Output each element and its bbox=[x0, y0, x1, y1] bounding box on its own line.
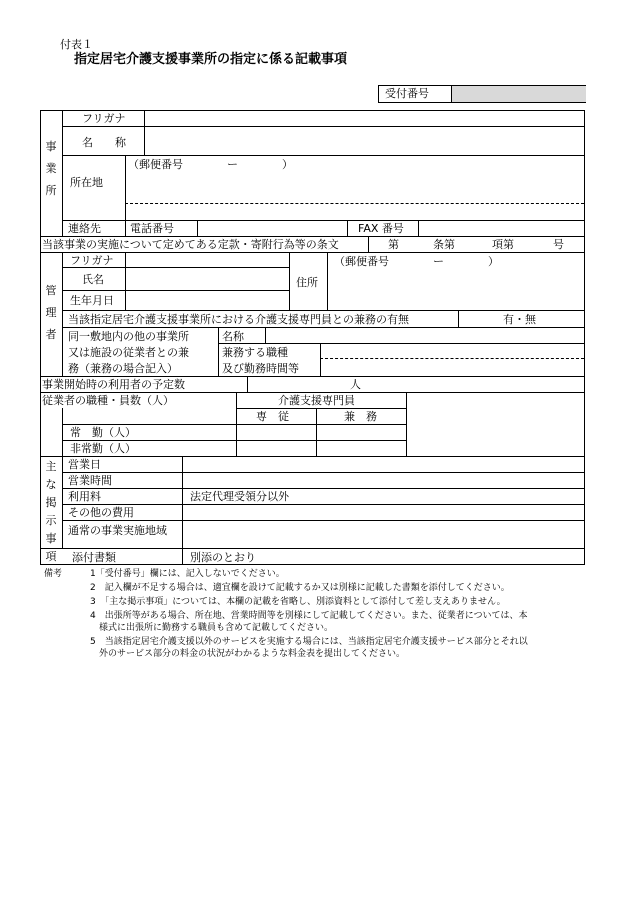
office-fax-field[interactable] bbox=[419, 221, 583, 235]
remark-line: 外のサービス部分の料金の状況がわかるような料金表を提出してください。 bbox=[90, 649, 406, 659]
staff-parttime-concurrent-field[interactable] bbox=[317, 441, 405, 455]
business-hours-label: 営業時間 bbox=[68, 474, 112, 487]
remarks-label: 備考 bbox=[44, 569, 63, 579]
remark-line: 5 当該指定居宅介護支援以外のサービスを実施する場合には、当該指定居宅介護支援サービス部分とそれ以 bbox=[90, 637, 528, 647]
care-manager-header: 介護支援専門員 bbox=[278, 394, 355, 407]
business-days-field[interactable] bbox=[184, 457, 583, 471]
business-days-label: 営業日 bbox=[68, 458, 101, 471]
concurrent-yes-no[interactable]: 有・無 bbox=[503, 313, 536, 326]
planned-users-unit: 人 bbox=[350, 378, 361, 391]
appendix-label: 付表１ bbox=[60, 38, 93, 51]
reception-number-field[interactable] bbox=[451, 86, 586, 102]
remark-line: 様式に出張所に勤務する職員も含めて記載してください。 bbox=[90, 623, 334, 633]
attachments-value: 別添のとおり bbox=[190, 551, 256, 564]
office-phone-field[interactable] bbox=[198, 221, 346, 235]
concurrent-header: 兼 務 bbox=[344, 410, 377, 423]
other-office-label-2: 又は施設の従業者との兼 bbox=[68, 346, 189, 359]
manager-postal-code: （郵便番号 ー ） bbox=[334, 255, 499, 268]
service-area-label: 通常の事業実施地域 bbox=[68, 524, 167, 537]
reception-number-label: 受付番号 bbox=[385, 87, 429, 100]
other-job-label-2: 及び勤務時間等 bbox=[222, 362, 299, 375]
fee-field[interactable] bbox=[322, 489, 583, 503]
planned-users-label: 事業開始時の利用者の予定数 bbox=[42, 378, 185, 391]
office-furigana-label: フリガナ bbox=[82, 112, 126, 125]
office-address-label: 所在地 bbox=[70, 176, 103, 189]
fee-label: 利用料 bbox=[68, 490, 101, 503]
planned-users-field[interactable] bbox=[248, 377, 348, 391]
legal-proxy-label: 法定代理受領分以外 bbox=[190, 490, 289, 503]
other-office-name-label: 名称 bbox=[222, 330, 244, 343]
office-contact-label: 連絡先 bbox=[68, 222, 101, 235]
other-office-label-1: 同一敷地内の他の事業所 bbox=[68, 330, 189, 343]
other-job-field[interactable] bbox=[321, 344, 583, 375]
staff-fulltime-concurrent-field[interactable] bbox=[317, 425, 405, 439]
manager-furigana-field[interactable] bbox=[126, 253, 288, 266]
office-furigana-field[interactable] bbox=[145, 111, 583, 125]
manager-birthdate-label: 生年月日 bbox=[70, 294, 114, 307]
full-time-dedicated-header: 専 従 bbox=[256, 410, 289, 423]
manager-furigana-label: フリガナ bbox=[70, 254, 114, 267]
manager-section-label: 管 理 者 bbox=[45, 284, 57, 341]
full-time-row-label: 常 勤（人） bbox=[70, 426, 136, 439]
staff-parttime-dedicated-field[interactable] bbox=[237, 441, 315, 455]
part-time-row-label: 非常勤（人） bbox=[70, 442, 136, 455]
other-job-label-1: 兼務する職種 bbox=[222, 346, 288, 359]
other-office-name-field[interactable] bbox=[266, 328, 583, 342]
manager-birthdate-field[interactable] bbox=[126, 291, 288, 309]
remark-line: 2 記入欄が不足する場合は、適宜欄を設けて記載するか又は別様に記載した書類を添付してください。 bbox=[90, 583, 510, 593]
concurrent-duty-label: 当該指定居宅介護支援事業所における介護支援専門員との兼務の有無 bbox=[68, 313, 409, 326]
staff-fulltime-dedicated-field[interactable] bbox=[237, 425, 315, 439]
office-fax-label: FAX 番号 bbox=[358, 222, 404, 235]
remark-line: 4 出張所等がある場合、所在地、営業時間等を別様にして記載してください。また、従業者については、本 bbox=[90, 611, 528, 621]
form-title: 指定居宅介護支援事業所の指定に係る記載事項 bbox=[74, 52, 348, 67]
business-hours-field[interactable] bbox=[184, 473, 583, 487]
attachments-label: 添付書類 bbox=[72, 551, 116, 564]
office-name-label: 名 称 bbox=[82, 136, 126, 149]
article-gou: 号 bbox=[553, 238, 564, 251]
article-kou: 項第 bbox=[492, 238, 514, 251]
manager-name-label: 氏名 bbox=[82, 273, 104, 286]
reception-number-box bbox=[378, 85, 586, 103]
remark-line: 3 「主な掲示事項」については、本欄の記載を省略し、別添資料として添付して差し支えありません。 bbox=[90, 597, 506, 607]
office-name-field[interactable] bbox=[145, 127, 583, 154]
articles-label: 当該事業の実施について定めてある定款・寄附行為等の条文 bbox=[42, 238, 339, 251]
staff-table-label: 従業者の職種・員数（人） bbox=[42, 394, 174, 407]
article-dai: 第 bbox=[388, 238, 399, 251]
office-phone-label: 電話番号 bbox=[130, 222, 174, 235]
manager-address-field[interactable] bbox=[328, 269, 583, 309]
remark-line: 1「受付番号」欄には、記入しないでください。 bbox=[90, 569, 285, 579]
other-costs-field[interactable] bbox=[184, 505, 583, 519]
manager-name-field[interactable] bbox=[126, 268, 288, 289]
notices-section-label: 主 な 掲 示 事 項 bbox=[45, 460, 57, 563]
service-area-field[interactable] bbox=[184, 521, 583, 547]
office-postal-code: （郵便番号 ー ） bbox=[128, 158, 293, 171]
office-section-label: 事 業 所 bbox=[45, 140, 57, 197]
manager-address-label: 住所 bbox=[296, 276, 318, 289]
office-address-field[interactable] bbox=[126, 172, 584, 219]
other-office-label-3: 務（兼務の場合記入） bbox=[68, 362, 178, 375]
article-jou: 条第 bbox=[433, 238, 455, 251]
other-costs-label: その他の費用 bbox=[68, 506, 134, 519]
